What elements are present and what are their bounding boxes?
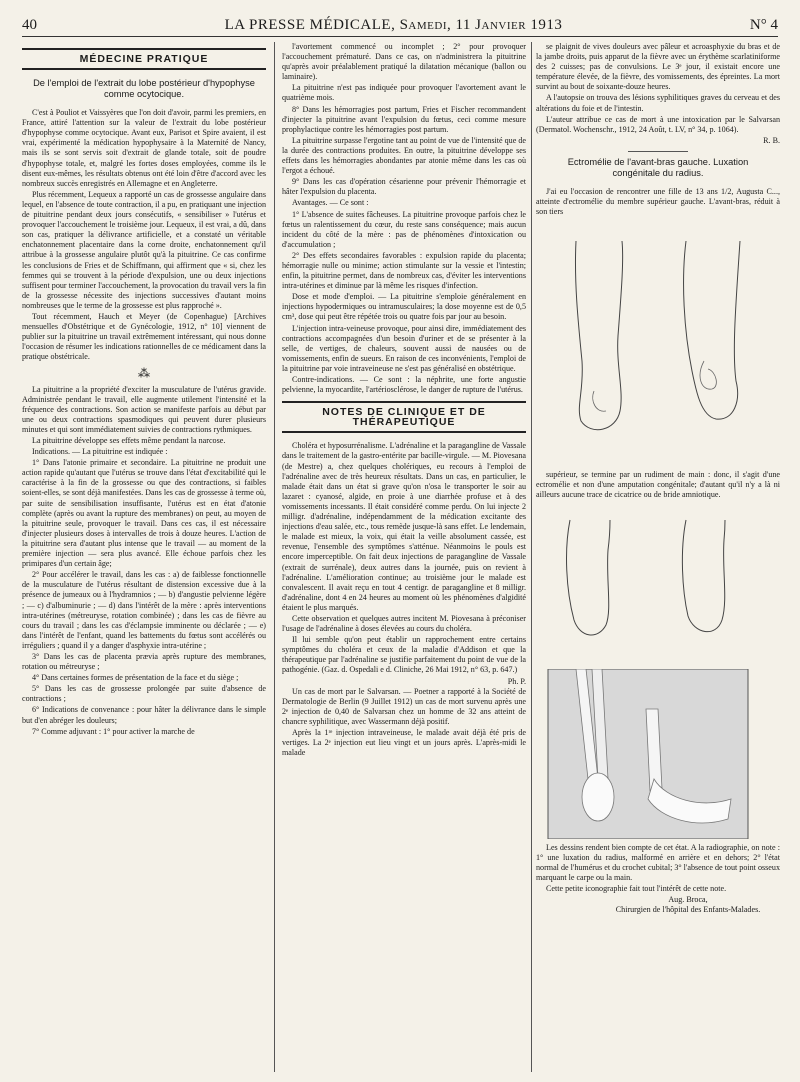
paragraph: l'avortement commencé ou incomplet ; 2° pour provoquer l'accouchement prématuré. Dans ce cas, on n'administrera la pituitrine qu'après avoir préalablement pratiqué la dilatation mécanique (ballon ou laminaire). <box>282 42 526 82</box>
paragraph: Avantages. — Ce sont : <box>292 198 369 208</box>
paragraph: L'injection intra-veineuse provoque, pour ainsi dire, immédiatement des contractions accompagnées d'un besoin d'uriner et de se présenter à la selle, de vertiges, de chaleurs, souvent aussi de nausées ou de vomissements, enfin de sueurs. En raison de ces inconvénients, l'emploi de la pituitrine par voie intraveineuse ne s'est pas généralisé en obstétrique. <box>282 323 526 373</box>
paragraph: C'est à Pouliot et Vaissyères que l'on doit d'avoir, parmi les premiers, en France, attiré l'attention sur la valeur de l'extrait du lobe postérieur d'hypophyse comme ocytocique. Avant eux, Parisot et Spire avaient, il est vrai, expérimenté la médication hypophysaire à la Maternité de Nancy, mais ils se sont servis soit d'extrait de glande totale, soit de poudre d'hypophyse totale, et, malgré les fortes doses employées, comme ils le disent eux-mêmes, les résultats obtenus ont été loin d'être d'accord avec les nombreux succès enregistrés en Allemagne et en Angleterre. <box>22 108 266 188</box>
column-2 <box>282 42 526 1072</box>
paragraph: Cette petite iconographie fait tout l'intérêt de cette note. <box>546 883 727 893</box>
paragraph: 5° Dans les cas de grossesse prolongée par suite d'absence de contractions ; <box>22 684 266 704</box>
issue-number: N° 4 <box>749 16 778 33</box>
radiograph-figure <box>536 669 780 839</box>
paragraph: 3° Dans les cas de placenta prævia après rupture des membranes, rotation ou métreuryse ; <box>22 651 266 672</box>
paragraph: 9° Dans les cas d'opération césarienne pour prévenir l'hémorragie et hâter l'expulsion du placenta. <box>282 177 526 197</box>
paragraph: Tout récemment, Hauch et Meyer (de Copenhague) [Archives mensuelles d'Obstétrique et de Gynécologie, 1912, n° 10] viennent de publier sur la pituitrine un travail extrêmement intéressant, qui nous donne l'occasion de résumer les indications rationnelles de ce médicament dans la pratique obstétricale. <box>22 311 266 362</box>
paragraph: La pituitrine a la propriété d'exciter la musculature de l'utérus gravide. Administrée pendant le travail, elle augmente utilement l'intensité et la fréquence des contractions. Son action se manifeste parfois au début par une ou deux contractions spasmodiques qui peuvent durer plusieurs minutes et qui sont immédiatement suivies de contractions rythmiques. <box>22 384 266 434</box>
paragraph: L'auteur attribue ce cas de mort à une intoxication par le Salvarsan (Dermatol. Wochenschr., 1912, 24 Août, t. LV, n° 34, p. 1064). <box>536 114 780 134</box>
article-title: Ectromélie de l'avant-bras gauche. Luxation congénitale du radius. <box>567 156 749 178</box>
paragraph: Après la 1ʳᵉ injection intraveineuse, le malade avait déjà été pris de vertiges. La 2ᵉ injection eut lieu vingt et un jours après. L'après-midi le malade <box>282 728 526 758</box>
paragraph: Les dessins rendent bien compte de cet état. A la radiographie, on note : 1° une luxation du radius, malformé en arrière et en dehors; 2° l'état normal de l'humérus et du crochet cubital; 3° l'absence de tout point osseux marquant le carpe ou la main. <box>536 842 780 882</box>
column-3 <box>536 42 780 1072</box>
paragraph: Cette observation et quelques autres incitent M. Piovesana à préconiser l'usage de l'adrénaline à doses élevées au cours du choléra. <box>282 613 526 634</box>
paragraph: La pituitrine développe ses effets même pendant la narcose. <box>32 436 226 445</box>
signature: Ph. P. <box>507 676 526 686</box>
paragraph: Dose et mode d'emploi. — La pituitrine s'emploie généralement en injections hypodermiques ou intramusculaires; la dose moyenne est de 0,5 cm³, dose qui peut être répétée trois ou quatre fois par jour au besoin. <box>282 292 526 322</box>
paragraph: J'ai eu l'occasion de rencontrer une fille de 13 ans 1/2, Augusta C..., atteinte d'ectromélie du membre supérieur gauche. L'avant-bras, réduit à son tiers <box>536 186 780 217</box>
paragraph: 1° L'absence de suites fâcheuses. La pituitrine provoque parfois chez le fœtus un ralentissement du cœur, du reste sans conséquence; mais aucun incident du côté de la mère : pas de phénomènes d'intoxication ou d'accumulation ; <box>282 209 526 249</box>
paragraph: supérieur, se termine par un rudiment de main : donc, il s'agit d'une ectromélie et non d'une amputation congénitale; d'autant qu'il n'y a là ni ailleurs aucune trace de cicatrice ou de bride amniotique. <box>536 470 780 500</box>
paragraph: Choléra et hyposurrénalisme. L'adrénaline et la paragangline de Vassale dans le traitement de la gastro-entérite par bacille-virgule. — M. Piovesana (de Mestre) a, chez quelques cholériques, eu recours à l'emploi de l'adrénaline avec de très heureux résultats. Dans un cas, en particulier, le malade était dans un état si grave qu'on n'osa le transporter le soir au lazaret : cyanosé, algide, en proie à une diarrhée profuse et à des vomissements incessants. Il était considéré comme perdu. On lui injecte 2 milligr. d'adrénaline, indépendamment de la médication excitante des injections d'eau salée, etc., tous remède jusque-là sans effet. Le lendemain, le malade est mieux, la voix, qui était la veille absolument cassée, est revenue, l'ensemble des symptômes s'atténue. Néanmoins le pouls est encore imperceptible. On fait deux injections de paragangline de Vassale (extrait de surrénale), deux autres dans la journée, puis on revient à l'adrénaline. L'amélioration continue; au troisième jour le malade est convalescent. Il avait reçu en tout 4 centigr. de paragangline et 8 milligr. d'adrénaline, dont 4 en 24 heures au moment où les phénomènes d'algidité étaient le plus marqués. <box>282 441 526 612</box>
paragraph: 7° Comme adjuvant : 1° pour activer la marche de <box>32 726 195 736</box>
section-heading: MÉDECINE PRATIQUE <box>22 48 266 70</box>
section-stars: ⁂ <box>138 366 150 381</box>
section-heading: NOTES DE CLINIQUE ET DE THÉRAPEUTIQUE <box>282 401 526 433</box>
paragraph: se plaignit de vives douleurs avec pâleur et acroasphyxie du bras et de la jambe droits, puis apparut de la fièvre avec un érythème scarlatiniforme des 2 cuisses; pas de convulsions. Le 3ᵉ jour, il existait encore une température élevée, de la fièvre, des vomissements, des épreintes. La mort survint au bout de soixante-douze heures. <box>536 42 780 92</box>
paragraph: Plus récemment, Lequeux a rapporté un cas de grossesse angulaire dans lequel, en l'absence de toute contraction, il a pu, en pratiquant une injection de pituitrine pendant deux jours consécutifs, « sensibiliser » l'utérus et provoquer l'accouchement le troisième jour. Lequeux, il est vrai, a dû, dans son cas, pratiquer la délivrance artificielle, et a constaté un véritable enchatonnement placentaire dans la corne droite, enchatonnement qu'il attribue à la grossesse angulaire plutôt qu'à la pituitrine. Ce cas confirme les conclusions de Fries et de Schiffmann, qui affirment que « si, chez les femmes qui se trouvent à la période d'expulsion, une ou deux injections suffisent pour terminer l'accouchement, la provocation du travail vers la fin de la grossesse nécessite des injections successives d'autant moins nombreuses que le terme de la grossesse est plus rapproché ». <box>22 189 266 310</box>
arm-drawing-figure <box>536 221 780 466</box>
paragraph: Contre-indications. — Ce sont : la néphrite, une forte angustie pelvienne, la myocardite, l'artériosclérose, le danger de rupture de l'utérus. <box>282 375 526 395</box>
author-name: Aug. Broca, <box>668 894 708 904</box>
paragraph: 6° Indications de convenance : pour hâter la délivrance dans le simple but d'en abréger les douleurs; <box>22 705 266 725</box>
paragraph: La pituitrine n'est pas indiquée pour provoquer l'avortement avant le quatrième mois. <box>282 83 526 103</box>
signature: R. B. <box>763 135 780 145</box>
journal-title: LA PRESSE MÉDICALE, Samedi, 11 Janvier 1913 <box>224 16 563 33</box>
column-rule <box>274 42 275 1072</box>
page-number: 40 <box>22 16 37 33</box>
article-title: De l'emploi de l'extrait du lobe postérieur d'hypophyse comme ocytocique. <box>33 78 255 100</box>
divider <box>628 151 688 152</box>
paragraph: Indications. — La pituitrine est indiquée : <box>32 447 168 457</box>
arm-front-drawing-figure <box>536 505 780 665</box>
column-rule <box>531 42 532 1072</box>
paragraph: A l'autopsie on trouva des lésions syphilitiques graves du cerveau et des altérations du foie et de l'intestin. <box>536 93 780 113</box>
paragraph: 4° Dans certaines formes de présentation de la face et du siège ; <box>32 673 239 683</box>
paragraph: Un cas de mort par le Salvarsan. — Poetner a rapporté à la Société de Dermatologie de Berlin (9 Juillet 1912) un cas de mort survenu après une 2ᵉ injection de 0,40 de Salvarsan chez un homme de 32 ans atteint de chancre syphilitique, avec Wassermann déjà positif. <box>282 686 526 726</box>
author-title: Chirurgien de l'hôpital des Enfants-Malades. <box>615 905 761 915</box>
paragraph: 2° Pour accélérer le travail, dans les cas : a) de faiblesse fonctionnelle de la musculature de l'utérus résultant de distension excessive due à la présence de jumeaux ou à l'hydramnios ; — b) d'angustie pelvienne légère ; — c) d'albuminurie ; — d) dans l'intérêt de la mère : après interventions intra-utérines (métreuryse, rotation combinée) ; dans les cas de fièvre au cours du travail ; dans les cas d'éclampsie imminente ou déclarée ; — e) dans l'intérêt de l'enfant, quand les battements du fœtus sont accélérés ou irréguliers ; quand il y a danger d'asphyxie intra-utérine ; <box>22 570 266 650</box>
page-header <box>22 14 778 37</box>
paragraph: 2° Des effets secondaires favorables : expulsion rapide du placenta; hémorragie nulle ou minime; action stimulante sur la vessie et l'intestin; enfin, la pituitrine permet, dans de nombreux cas, d'éviter les interventions intra-utérines et diminue par là même les risques d'infection. <box>282 250 526 291</box>
column-1 <box>22 42 266 1072</box>
paragraph: 8° Dans les hémorragies post partum, Fries et Fischer recommandent d'injecter la pituitrine avant l'expulsion du fœtus, ceci comme mesure prophylactique contre les hémorragies post partum. <box>282 104 526 134</box>
paragraph: La pituitrine surpasse l'ergotine tant au point de vue de l'intensité que de la durée des contractions produites. En outre, la pituitrine développe ses effets dans les hémorragies abondantes par atonie même dans les cas où l'ergot a échoué. <box>282 135 526 176</box>
paragraph: 1° Dans l'atonie primaire et secondaire. La pituitrine ne produit une action rapide qu'autant que l'utérus se trouve dans l'état d'excitabilité qui le caractérise à la fin de la grossesse ou que des contractions, si faibles soient-elles, se sont déjà manifestées. Dans les cas de grossesse à terme où, par suite de sensibilisation insuffisante, l'utérus est en état d'atonie complète (après ou avant la rupture des membranes) on peut, au moyen de la pituitrine seule, provoquer le travail. Dans ces cas, il est nécessaire d'injecter plusieurs doses à intervalles de trois à douze heures. L'action de la pituitrine sera d'autant plus intense que le travail — au moment de la première injection — sera plus avancé. Elle échoue parfois chez les primipares d'un certain âge; <box>22 458 266 569</box>
paragraph: Il lui semble qu'on peut établir un rapprochement entre certains symptômes du choléra et ceux de la maladie d'Addison et que la thérapeutique par l'adrénaline se justifie parfaitement du point de vue de la pathogénie. (Gaz. d. Ospedali e d. Cliniche, 26 Mai 1912, n° 63, p. 647.) <box>282 635 526 675</box>
